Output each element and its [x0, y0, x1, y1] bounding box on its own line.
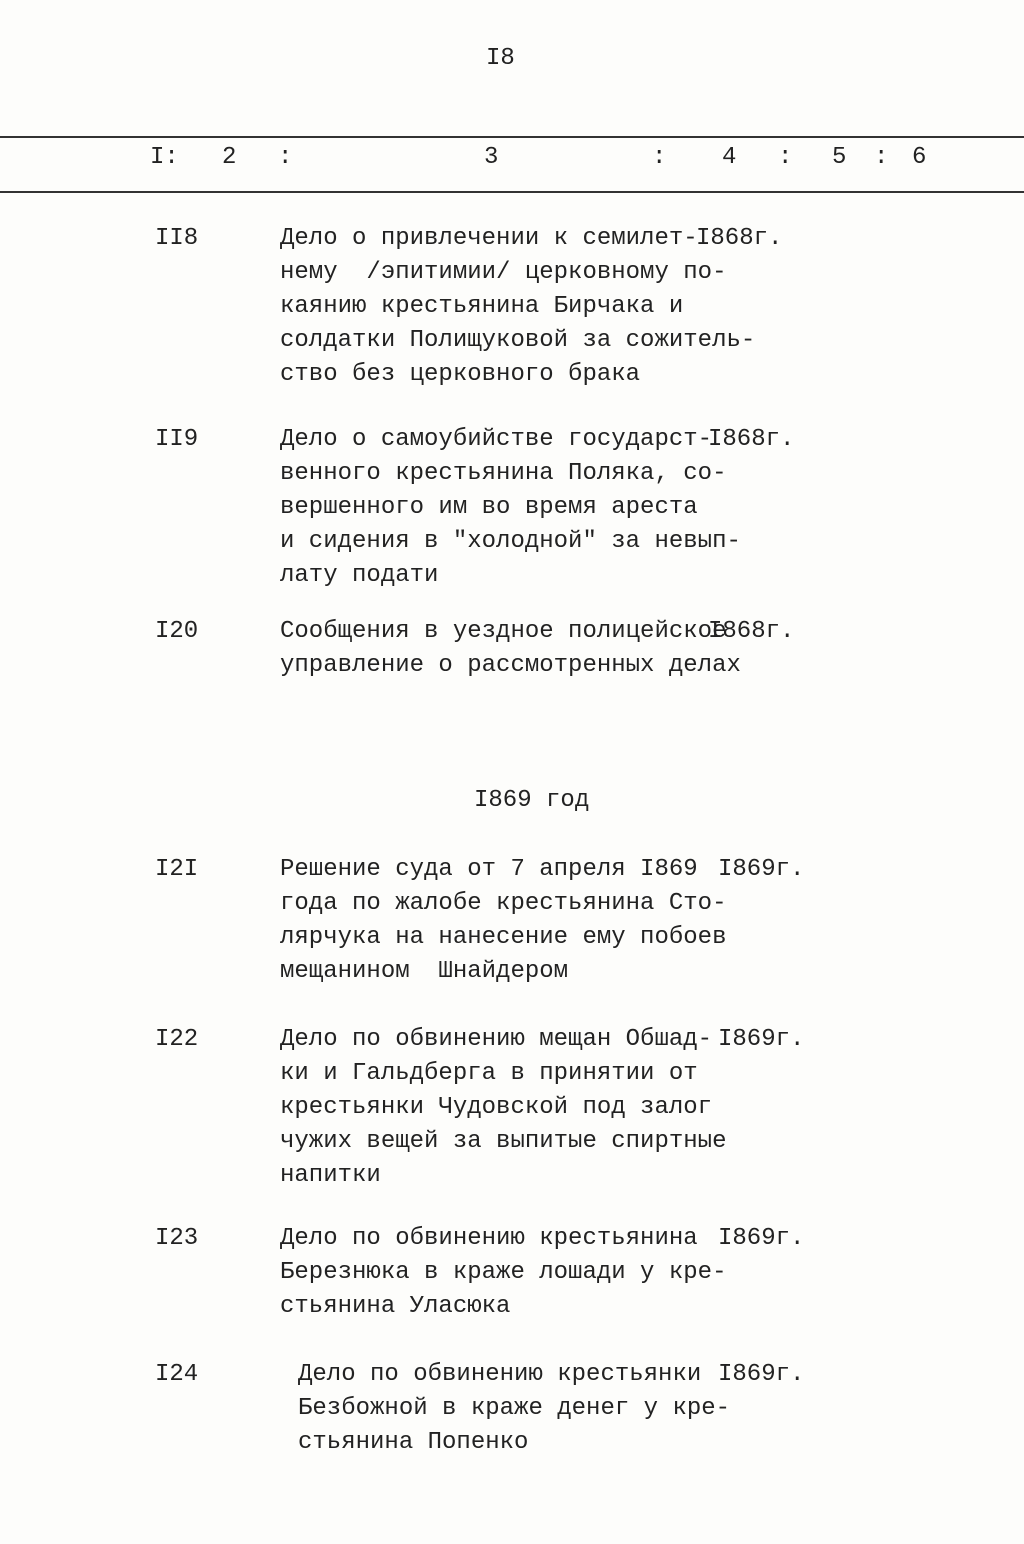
item-description	[280, 1023, 726, 1193]
description-line: венного крестьянина Поляка, со-	[280, 460, 727, 487]
item-number: I23	[155, 1225, 199, 1252]
description-line: нему /эпитимии/ церковному по-	[280, 259, 727, 286]
description-line: каянию крестьянина Бирчака и	[280, 293, 684, 320]
description-line: мещанином Шнайдером	[280, 958, 569, 985]
description-line: Сообщения в уездное полицейское	[280, 618, 727, 645]
description-line: Решение суда от 7 апреля I869	[280, 856, 698, 883]
column-header-1: I:	[150, 144, 179, 171]
description-line: напитки	[280, 1162, 381, 1189]
item-year: I868г.	[696, 225, 783, 252]
description-line: Березнюка в краже лошади у кре-	[280, 1259, 727, 1286]
item-number: I2I	[155, 856, 199, 883]
item-description	[280, 222, 755, 392]
column-separator: :	[652, 144, 667, 171]
item-number: II8	[155, 225, 199, 252]
item-description	[280, 615, 741, 683]
item-year: I869г.	[718, 1361, 805, 1388]
item-number: I20	[155, 618, 199, 645]
description-line: управление о рассмотренных делах	[280, 652, 741, 679]
description-line: чужих вещей за выпитые спиртные	[280, 1128, 727, 1155]
header-top-rule	[0, 136, 1024, 138]
description-line: Дело по обвинению крестьянина	[280, 1225, 698, 1252]
item-year: I869г.	[718, 1026, 805, 1053]
column-separator: :	[778, 144, 793, 171]
description-line: лярчука на нанесение ему побоев	[280, 924, 727, 951]
description-line: года по жалобе крестьянина Сто-	[280, 890, 727, 917]
column-header-3: 3	[484, 144, 499, 171]
item-year: I869г.	[718, 1225, 805, 1252]
column-separator: :	[874, 144, 889, 171]
description-line: лату подати	[280, 562, 439, 589]
description-line: стьянина Уласюка	[280, 1293, 511, 1320]
item-year: I869г.	[718, 856, 805, 883]
description-line: вершенного им во время ареста	[280, 494, 698, 521]
page-number: I8	[486, 45, 515, 72]
item-number: I24	[155, 1361, 199, 1388]
column-header-2: 2	[222, 144, 237, 171]
description-line: Дело по обвинению крестьянки	[298, 1361, 702, 1388]
item-description	[280, 423, 741, 593]
column-header-6: 6	[912, 144, 927, 171]
item-number: I22	[155, 1026, 199, 1053]
item-description	[280, 1222, 726, 1324]
item-description	[298, 1358, 730, 1460]
item-year: I868г.	[708, 426, 795, 453]
description-line: Дело о самоубийстве государст-	[280, 426, 713, 453]
item-number: II9	[155, 426, 199, 453]
description-line: стьянина Попенко	[298, 1429, 529, 1456]
item-description	[280, 853, 726, 989]
column-header-4: 4	[722, 144, 737, 171]
description-line: солдатки Полищуковой за сожитель-	[280, 327, 756, 354]
section-heading: I869 год	[474, 787, 590, 814]
description-line: ство без церковного брака	[280, 361, 641, 388]
description-line: Дело по обвинению мещан Обшад-	[280, 1026, 713, 1053]
description-line: и сидения в "холодной" за невып-	[280, 528, 741, 555]
item-year: I868г.	[708, 618, 795, 645]
column-separator: :	[278, 144, 293, 171]
description-line: Безбожной в краже денег у кре-	[298, 1395, 731, 1422]
description-line: ки и Гальдберга в принятии от	[280, 1060, 698, 1087]
header-bottom-rule	[0, 191, 1024, 193]
description-line: Дело о привлечении к семилет-	[280, 225, 698, 252]
description-line: крестьянки Чудовской под залог	[280, 1094, 713, 1121]
column-header-5: 5	[832, 144, 847, 171]
